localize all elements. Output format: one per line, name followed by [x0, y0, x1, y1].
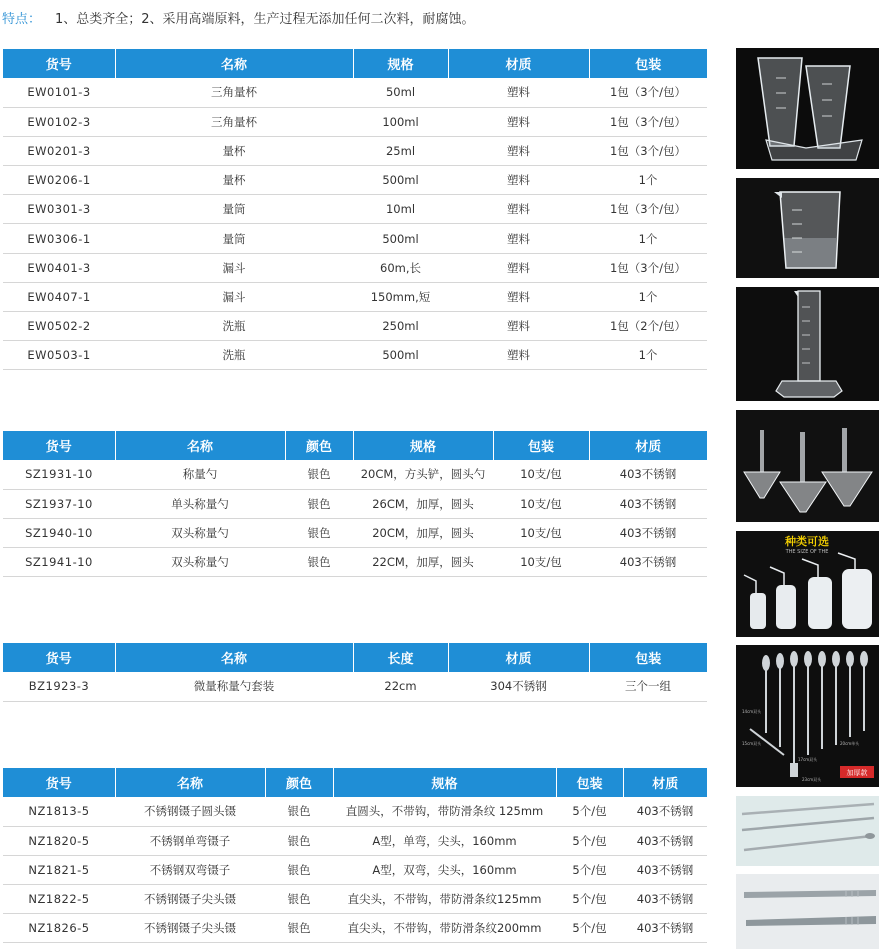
table-cell: 洗瓶 — [115, 312, 353, 341]
table-cell: 20CM，加厚，圆头 — [353, 518, 493, 547]
table-body — [3, 672, 707, 701]
col-header-color: 颜色 — [265, 768, 333, 797]
table-cell: A型，双弯，尖头，160mm — [333, 855, 556, 884]
col-header-material: 材质 — [589, 431, 707, 460]
table-cell: 403不锈钢 — [623, 885, 707, 914]
table-row — [3, 855, 707, 884]
cell-product-code: NZ1820-5 — [3, 826, 115, 855]
table-cell: 塑料 — [448, 195, 589, 224]
table-cell: 403不锈钢 — [589, 518, 707, 547]
table-cell: 量筒 — [115, 195, 353, 224]
table-cell: 22CM，加厚，圆头 — [353, 548, 493, 577]
table-cell: 塑料 — [448, 312, 589, 341]
table-cell: 不锈钢镊子圆头镊 — [115, 797, 265, 826]
table-cell: 5个/包 — [556, 855, 623, 884]
wash-bottle-photo — [736, 531, 879, 637]
table-cell: 10支/包 — [493, 548, 589, 577]
table-cell: 1个 — [589, 341, 707, 370]
table-header-row — [3, 768, 707, 797]
table-cell: 403不锈钢 — [623, 914, 707, 943]
table-cell: 银色 — [265, 826, 333, 855]
table-row — [3, 341, 707, 370]
table-cell: 5个/包 — [556, 797, 623, 826]
table-body — [3, 78, 707, 370]
table-cell: 不锈钢镊子尖头镊 — [115, 885, 265, 914]
table-cell: 5个/包 — [556, 826, 623, 855]
table-row — [3, 253, 707, 282]
table-cell: 1个 — [589, 166, 707, 195]
table-cell: 26CM，加厚，圆头 — [353, 489, 493, 518]
table-cell: 1包（3个/包） — [589, 195, 707, 224]
col-header-package: 包装 — [556, 768, 623, 797]
table-row — [3, 312, 707, 341]
col-header-spec: 规格 — [333, 768, 556, 797]
table-cell: 500ml — [353, 166, 448, 195]
table-row — [3, 885, 707, 914]
table-cell: 10ml — [353, 195, 448, 224]
table-body — [3, 797, 707, 943]
table-cell: 塑料 — [448, 166, 589, 195]
col-header-color: 颜色 — [285, 431, 353, 460]
table-cell: 403不锈钢 — [589, 489, 707, 518]
weighing-spoon-photo — [736, 645, 879, 787]
col-header-code: 货号 — [3, 431, 115, 460]
table-row — [3, 826, 707, 855]
col-header-spec: 规格 — [353, 49, 448, 78]
tweezers-photo — [736, 874, 879, 949]
table-header-row — [3, 431, 707, 460]
cell-product-code: NZ1813-5 — [3, 797, 115, 826]
spoon-length-label: 14cm双头 — [742, 709, 762, 714]
table-cell: 304不锈钢 — [448, 672, 589, 701]
cell-product-code: EW0301-3 — [3, 195, 115, 224]
curved-tweezers-photo — [736, 796, 879, 866]
table-cell: 22cm — [353, 672, 448, 701]
table-cell: 不锈钢镊子尖头镊 — [115, 914, 265, 943]
cell-product-code: EW0306-1 — [3, 224, 115, 253]
col-header-code: 货号 — [3, 768, 115, 797]
micro-spoon-table — [3, 643, 707, 702]
table-row — [3, 136, 707, 165]
table-cell: 1包（3个/包） — [589, 107, 707, 136]
col-header-package: 包装 — [589, 49, 707, 78]
col-header-name: 名称 — [115, 49, 353, 78]
col-header-material: 材质 — [448, 643, 589, 672]
cell-product-code: SZ1937-10 — [3, 489, 115, 518]
table-cell: 10支/包 — [493, 518, 589, 547]
table-cell: 1个 — [589, 224, 707, 253]
table-cell: 洗瓶 — [115, 341, 353, 370]
table-row — [3, 797, 707, 826]
table-row — [3, 548, 707, 577]
table-cell: 60m,长 — [353, 253, 448, 282]
table-cell: 三个一组 — [589, 672, 707, 701]
col-header-package: 包装 — [493, 431, 589, 460]
table-cell: 塑料 — [448, 253, 589, 282]
table-cell: 403不锈钢 — [623, 826, 707, 855]
product-photo-column — [736, 0, 882, 949]
table-cell: 403不锈钢 — [623, 855, 707, 884]
triangle-beaker-photo — [736, 48, 879, 169]
graduated-cylinder-photo — [736, 287, 879, 401]
table-cell: 银色 — [285, 489, 353, 518]
table-cell: 塑料 — [448, 107, 589, 136]
cell-product-code: NZ1821-5 — [3, 855, 115, 884]
col-header-name: 名称 — [115, 643, 353, 672]
table-cell: 三角量杯 — [115, 107, 353, 136]
table-cell: 直尖头，不带钩，带防滑条纹200mm — [333, 914, 556, 943]
col-header-name: 名称 — [115, 768, 265, 797]
table-cell: 1包（3个/包） — [589, 253, 707, 282]
spoon-length-label: 23cm双头 — [802, 777, 822, 782]
table-cell: 5个/包 — [556, 885, 623, 914]
table-cell: 403不锈钢 — [623, 797, 707, 826]
table-cell: 漏斗 — [115, 282, 353, 311]
spoon-length-label: 15cm双头 — [742, 741, 762, 746]
table-body — [3, 460, 707, 577]
features-label: 特点： — [2, 12, 42, 27]
table-cell: 25ml — [353, 136, 448, 165]
table-row — [3, 282, 707, 311]
table-cell: 5个/包 — [556, 914, 623, 943]
table-cell: 1包（3个/包） — [589, 78, 707, 107]
table-cell: 量筒 — [115, 224, 353, 253]
features-text: 1、总类齐全；2、采用高端原料，生产过程无添加任何二次料，耐腐蚀。 — [55, 12, 475, 27]
table-cell: 50ml — [353, 78, 448, 107]
table-cell: 20CM，方头铲，圆头勺 — [353, 460, 493, 489]
cell-product-code: EW0503-1 — [3, 341, 115, 370]
table-cell: 银色 — [265, 797, 333, 826]
table-cell: 直圆头，不带钩，带防滑条纹 125mm — [333, 797, 556, 826]
table-row — [3, 107, 707, 136]
table-cell: 银色 — [285, 460, 353, 489]
tweezers-table — [3, 768, 707, 943]
plastic-ware-table — [3, 49, 707, 370]
cell-product-code: SZ1941-10 — [3, 548, 115, 577]
table-cell: 量杯 — [115, 136, 353, 165]
col-header-material: 材质 — [623, 768, 707, 797]
cell-product-code: EW0201-3 — [3, 136, 115, 165]
table-row — [3, 518, 707, 547]
spoon-length-label: 17cm双头 — [798, 757, 818, 762]
cell-product-code: NZ1822-5 — [3, 885, 115, 914]
table-cell: 10支/包 — [493, 489, 589, 518]
table-cell: 500ml — [353, 341, 448, 370]
col-header-name: 名称 — [115, 431, 285, 460]
table-cell: 150mm,短 — [353, 282, 448, 311]
cell-product-code: SZ1940-10 — [3, 518, 115, 547]
col-header-code: 货号 — [3, 643, 115, 672]
col-header-package: 包装 — [589, 643, 707, 672]
table-cell: 1包（2个/包） — [589, 312, 707, 341]
table-cell: 银色 — [285, 518, 353, 547]
table-cell: 称量勺 — [115, 460, 285, 489]
table-row — [3, 78, 707, 107]
table-cell: 100ml — [353, 107, 448, 136]
table-cell: 银色 — [265, 914, 333, 943]
cell-product-code: EW0407-1 — [3, 282, 115, 311]
table-cell: 塑料 — [448, 282, 589, 311]
cell-product-code: BZ1923-3 — [3, 672, 115, 701]
table-cell: 250ml — [353, 312, 448, 341]
table-cell: 量杯 — [115, 166, 353, 195]
table-cell: 10支/包 — [493, 460, 589, 489]
table-cell: 双头称量勺 — [115, 518, 285, 547]
table-cell: 双头称量勺 — [115, 548, 285, 577]
table-cell: 1包（3个/包） — [589, 136, 707, 165]
weighing-spoon-table — [3, 431, 707, 577]
table-cell: 塑料 — [448, 224, 589, 253]
table-cell: 塑料 — [448, 341, 589, 370]
table-cell: 塑料 — [448, 136, 589, 165]
table-cell: 塑料 — [448, 78, 589, 107]
table-row — [3, 195, 707, 224]
spoon-length-label: 20cm单头 — [840, 741, 860, 746]
table-cell: 1个 — [589, 282, 707, 311]
table-row — [3, 460, 707, 489]
table-header-row — [3, 49, 707, 78]
table-row — [3, 489, 707, 518]
table-cell: 不锈钢双弯镊子 — [115, 855, 265, 884]
table-cell: 不锈钢单弯镊子 — [115, 826, 265, 855]
table-row — [3, 914, 707, 943]
thickened-badge: 加厚款 — [846, 769, 868, 777]
bottles-caption: 种类可选 — [785, 535, 829, 548]
cell-product-code: EW0101-3 — [3, 78, 115, 107]
funnel-photo — [736, 410, 879, 522]
cell-product-code: EW0206-1 — [3, 166, 115, 195]
col-header-material: 材质 — [448, 49, 589, 78]
bottles-subcaption: THE SIZE OF THE — [785, 549, 829, 555]
features-line — [2, 8, 475, 27]
col-header-length: 长度 — [353, 643, 448, 672]
cell-product-code: EW0102-3 — [3, 107, 115, 136]
table-cell: 直尖头，不带钩，带防滑条纹125mm — [333, 885, 556, 914]
table-cell: 漏斗 — [115, 253, 353, 282]
beaker-photo — [736, 178, 879, 278]
col-header-code: 货号 — [3, 49, 115, 78]
table-row — [3, 166, 707, 195]
table-row — [3, 224, 707, 253]
table-cell: 403不锈钢 — [589, 548, 707, 577]
table-cell: 500ml — [353, 224, 448, 253]
table-cell: 银色 — [265, 885, 333, 914]
table-header-row — [3, 643, 707, 672]
table-cell: A型，单弯，尖头，160mm — [333, 826, 556, 855]
table-row — [3, 672, 707, 701]
table-cell: 银色 — [285, 548, 353, 577]
cell-product-code: NZ1826-5 — [3, 914, 115, 943]
table-cell: 403不锈钢 — [589, 460, 707, 489]
table-cell: 银色 — [265, 855, 333, 884]
cell-product-code: EW0502-2 — [3, 312, 115, 341]
table-cell: 三角量杯 — [115, 78, 353, 107]
table-cell: 微量称量勺套装 — [115, 672, 353, 701]
table-cell: 单头称量勺 — [115, 489, 285, 518]
cell-product-code: EW0401-3 — [3, 253, 115, 282]
col-header-spec: 规格 — [353, 431, 493, 460]
cell-product-code: SZ1931-10 — [3, 460, 115, 489]
